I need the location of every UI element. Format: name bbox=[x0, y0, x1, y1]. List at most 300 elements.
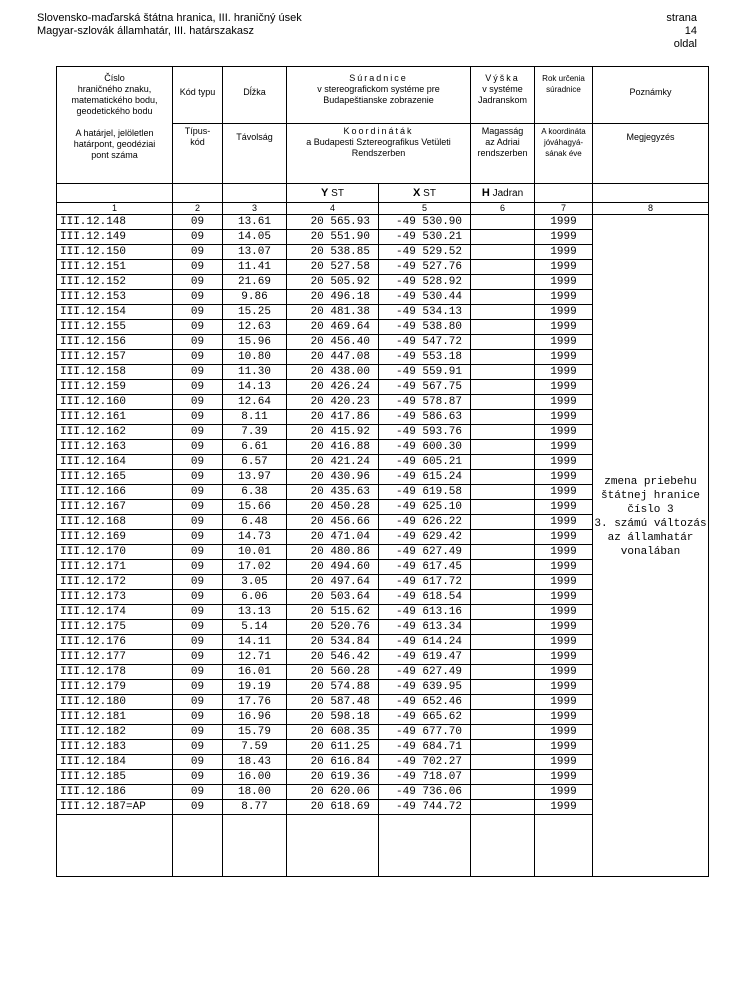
year: 1999 bbox=[535, 380, 593, 395]
page-number: 14 bbox=[684, 25, 697, 37]
y-st-header: Y ST bbox=[287, 184, 379, 203]
height bbox=[471, 455, 535, 470]
distance: 14.13 bbox=[223, 380, 287, 395]
point-number: III.12.165 bbox=[57, 470, 173, 485]
coordinate-y: 20 420.23 bbox=[287, 395, 379, 410]
type-code: 09 bbox=[173, 365, 223, 380]
col7-header-hu: A koordináta jóváhagyá- sának éve bbox=[535, 124, 593, 184]
height bbox=[471, 785, 535, 800]
coordinate-y: 20 527.58 bbox=[287, 260, 379, 275]
height bbox=[471, 305, 535, 320]
page-label-hu: oldal bbox=[673, 38, 697, 50]
type-code: 09 bbox=[173, 680, 223, 695]
height bbox=[471, 665, 535, 680]
coordinate-y: 20 546.42 bbox=[287, 650, 379, 665]
type-code: 09 bbox=[173, 245, 223, 260]
coordinate-y: 20 565.93 bbox=[287, 215, 379, 230]
height bbox=[471, 680, 535, 695]
type-code: 09 bbox=[173, 440, 223, 455]
point-number: III.12.185 bbox=[57, 770, 173, 785]
col1-header bbox=[57, 67, 173, 184]
year: 1999 bbox=[535, 455, 593, 470]
coordinate-x: -49 684.71 bbox=[379, 740, 471, 755]
col8-header-hu: Megjegyzés bbox=[593, 124, 709, 184]
distance: 5.14 bbox=[223, 620, 287, 635]
col6-title-sk: Výška bbox=[485, 73, 520, 83]
point-number: III.12.151 bbox=[57, 260, 173, 275]
coords-sub-hu: a Budapesti Sztereografikus Vetületi Rendszerben bbox=[306, 137, 451, 158]
document-header-left bbox=[37, 12, 302, 38]
type-code: 09 bbox=[173, 455, 223, 470]
point-number: III.12.187=AP bbox=[57, 800, 173, 815]
point-number: III.12.168 bbox=[57, 515, 173, 530]
point-number: III.12.175 bbox=[57, 620, 173, 635]
distance: 6.57 bbox=[223, 455, 287, 470]
height bbox=[471, 485, 535, 500]
type-code: 09 bbox=[173, 560, 223, 575]
column-number: 1 bbox=[57, 203, 173, 215]
point-number: III.12.177 bbox=[57, 650, 173, 665]
type-code: 09 bbox=[173, 230, 223, 245]
distance: 21.69 bbox=[223, 275, 287, 290]
year: 1999 bbox=[535, 635, 593, 650]
coordinate-x: -49 629.42 bbox=[379, 530, 471, 545]
distance: 16.01 bbox=[223, 665, 287, 680]
col6-sub-sk: v systéme Jadranskom bbox=[478, 84, 528, 105]
year: 1999 bbox=[535, 260, 593, 275]
year: 1999 bbox=[535, 485, 593, 500]
coordinate-x: -49 744.72 bbox=[379, 800, 471, 815]
column-number: 2 bbox=[173, 203, 223, 215]
type-code: 09 bbox=[173, 425, 223, 440]
type-code: 09 bbox=[173, 305, 223, 320]
type-code: 09 bbox=[173, 695, 223, 710]
height bbox=[471, 590, 535, 605]
height bbox=[471, 800, 535, 815]
header-title-hu: Magyar-szlovák államhatár, III. határszakasz bbox=[37, 25, 255, 37]
coordinate-x: -49 605.21 bbox=[379, 455, 471, 470]
col6-header-sk bbox=[471, 67, 535, 124]
point-number: III.12.179 bbox=[57, 680, 173, 695]
coords-header-sk bbox=[287, 67, 471, 124]
distance: 12.71 bbox=[223, 650, 287, 665]
coordinate-x: -49 613.16 bbox=[379, 605, 471, 620]
coordinate-x: -49 527.76 bbox=[379, 260, 471, 275]
point-number: III.12.169 bbox=[57, 530, 173, 545]
height bbox=[471, 755, 535, 770]
coordinate-x: -49 617.45 bbox=[379, 560, 471, 575]
point-number: III.12.181 bbox=[57, 710, 173, 725]
distance: 13.07 bbox=[223, 245, 287, 260]
year: 1999 bbox=[535, 575, 593, 590]
coordinate-x: -49 619.58 bbox=[379, 485, 471, 500]
distance: 14.73 bbox=[223, 530, 287, 545]
year: 1999 bbox=[535, 710, 593, 725]
distance: 13.13 bbox=[223, 605, 287, 620]
point-number: III.12.170 bbox=[57, 545, 173, 560]
point-number: III.12.182 bbox=[57, 725, 173, 740]
year: 1999 bbox=[535, 245, 593, 260]
height bbox=[471, 350, 535, 365]
year: 1999 bbox=[535, 425, 593, 440]
distance: 12.63 bbox=[223, 320, 287, 335]
coordinate-x: -49 593.76 bbox=[379, 425, 471, 440]
height bbox=[471, 335, 535, 350]
coordinate-x: -49 538.80 bbox=[379, 320, 471, 335]
x-st-header: X ST bbox=[379, 184, 471, 203]
distance: 17.76 bbox=[223, 695, 287, 710]
type-code: 09 bbox=[173, 755, 223, 770]
year: 1999 bbox=[535, 680, 593, 695]
point-number: III.12.183 bbox=[57, 740, 173, 755]
coordinate-y: 20 620.06 bbox=[287, 785, 379, 800]
coords-sub-sk: v stereografickom systéme pre Budapeštianske zobrazenie bbox=[317, 84, 440, 105]
type-code: 09 bbox=[173, 710, 223, 725]
coordinate-y: 20 560.28 bbox=[287, 665, 379, 680]
coordinate-x: -49 665.62 bbox=[379, 710, 471, 725]
type-code: 09 bbox=[173, 740, 223, 755]
coordinate-y: 20 587.48 bbox=[287, 695, 379, 710]
coords-title-hu: Koordináták bbox=[343, 126, 414, 136]
height bbox=[471, 395, 535, 410]
distance: 18.43 bbox=[223, 755, 287, 770]
point-number: III.12.176 bbox=[57, 635, 173, 650]
distance: 10.01 bbox=[223, 545, 287, 560]
height bbox=[471, 605, 535, 620]
point-number: III.12.171 bbox=[57, 560, 173, 575]
year: 1999 bbox=[535, 650, 593, 665]
coordinate-x: -49 600.30 bbox=[379, 440, 471, 455]
column-number: 6 bbox=[471, 203, 535, 215]
year: 1999 bbox=[535, 335, 593, 350]
year: 1999 bbox=[535, 320, 593, 335]
distance: 14.11 bbox=[223, 635, 287, 650]
coordinate-y: 20 456.66 bbox=[287, 515, 379, 530]
coordinate-x: -49 615.24 bbox=[379, 470, 471, 485]
col7-header-sk: Rok určenia súradnice bbox=[535, 67, 593, 124]
coordinate-y: 20 480.86 bbox=[287, 545, 379, 560]
year: 1999 bbox=[535, 560, 593, 575]
column-number: 4 bbox=[287, 203, 379, 215]
coordinate-x: -49 534.13 bbox=[379, 305, 471, 320]
height bbox=[471, 515, 535, 530]
coordinate-y: 20 417.86 bbox=[287, 410, 379, 425]
type-code: 09 bbox=[173, 395, 223, 410]
height bbox=[471, 425, 535, 440]
distance: 11.41 bbox=[223, 260, 287, 275]
year: 1999 bbox=[535, 590, 593, 605]
type-code: 09 bbox=[173, 725, 223, 740]
point-number: III.12.150 bbox=[57, 245, 173, 260]
type-code: 09 bbox=[173, 575, 223, 590]
point-number: III.12.155 bbox=[57, 320, 173, 335]
point-number: III.12.166 bbox=[57, 485, 173, 500]
distance: 13.61 bbox=[223, 215, 287, 230]
header-title-sk: Slovensko-maďarská štátna hranica, III. hraničný úsek bbox=[37, 12, 302, 24]
distance: 15.66 bbox=[223, 500, 287, 515]
year: 1999 bbox=[535, 350, 593, 365]
year: 1999 bbox=[535, 290, 593, 305]
height bbox=[471, 575, 535, 590]
type-code: 09 bbox=[173, 275, 223, 290]
distance: 15.96 bbox=[223, 335, 287, 350]
coords-title-sk: Súradnice bbox=[349, 73, 408, 83]
point-number: III.12.173 bbox=[57, 590, 173, 605]
table-row bbox=[57, 215, 709, 230]
type-code: 09 bbox=[173, 545, 223, 560]
height bbox=[471, 635, 535, 650]
point-number: III.12.153 bbox=[57, 290, 173, 305]
height bbox=[471, 620, 535, 635]
coordinate-y: 20 435.63 bbox=[287, 485, 379, 500]
coordinate-y: 20 618.69 bbox=[287, 800, 379, 815]
distance: 13.97 bbox=[223, 470, 287, 485]
remarks-note: zmena priebehu štátnej hranice číslo 3 3. számú változás az államhatár vonalában bbox=[593, 215, 709, 877]
coordinate-y: 20 416.88 bbox=[287, 440, 379, 455]
page-number-block bbox=[666, 12, 697, 51]
height bbox=[471, 710, 535, 725]
point-number: III.12.163 bbox=[57, 440, 173, 455]
coordinate-x: -49 618.54 bbox=[379, 590, 471, 605]
type-code: 09 bbox=[173, 260, 223, 275]
coordinate-y: 20 538.85 bbox=[287, 245, 379, 260]
distance: 7.59 bbox=[223, 740, 287, 755]
coordinate-y: 20 438.00 bbox=[287, 365, 379, 380]
distance: 9.86 bbox=[223, 290, 287, 305]
coordinate-y: 20 430.96 bbox=[287, 470, 379, 485]
column-number: 7 bbox=[535, 203, 593, 215]
coordinate-x: -49 639.95 bbox=[379, 680, 471, 695]
year: 1999 bbox=[535, 800, 593, 815]
year: 1999 bbox=[535, 770, 593, 785]
year: 1999 bbox=[535, 470, 593, 485]
year: 1999 bbox=[535, 215, 593, 230]
coordinate-y: 20 611.25 bbox=[287, 740, 379, 755]
point-number: III.12.172 bbox=[57, 575, 173, 590]
point-number: III.12.180 bbox=[57, 695, 173, 710]
coordinate-y: 20 496.18 bbox=[287, 290, 379, 305]
distance: 11.30 bbox=[223, 365, 287, 380]
col3-header-sk: Dĺžka bbox=[223, 67, 287, 124]
height bbox=[471, 275, 535, 290]
type-code: 09 bbox=[173, 485, 223, 500]
coordinate-y: 20 497.64 bbox=[287, 575, 379, 590]
point-number: III.12.184 bbox=[57, 755, 173, 770]
height bbox=[471, 230, 535, 245]
point-number: III.12.186 bbox=[57, 785, 173, 800]
height bbox=[471, 530, 535, 545]
distance: 17.02 bbox=[223, 560, 287, 575]
point-number: III.12.148 bbox=[57, 215, 173, 230]
year: 1999 bbox=[535, 665, 593, 680]
year: 1999 bbox=[535, 785, 593, 800]
coordinate-x: -49 553.18 bbox=[379, 350, 471, 365]
year: 1999 bbox=[535, 275, 593, 290]
height bbox=[471, 695, 535, 710]
year: 1999 bbox=[535, 515, 593, 530]
point-number: III.12.164 bbox=[57, 455, 173, 470]
point-number: III.12.149 bbox=[57, 230, 173, 245]
col6-header-hu: Magasság az Adriai rendszerben bbox=[471, 124, 535, 184]
col1-header-sk: Číslo hraničného znaku, matematického bodu, geodetického bodu bbox=[71, 73, 158, 116]
type-code: 09 bbox=[173, 470, 223, 485]
height bbox=[471, 725, 535, 740]
year: 1999 bbox=[535, 545, 593, 560]
type-code: 09 bbox=[173, 800, 223, 815]
point-number: III.12.152 bbox=[57, 275, 173, 290]
col8-header-sk: Poznámky bbox=[593, 67, 709, 124]
distance: 6.61 bbox=[223, 440, 287, 455]
coordinate-x: -49 529.52 bbox=[379, 245, 471, 260]
type-code: 09 bbox=[173, 500, 223, 515]
coordinate-y: 20 450.28 bbox=[287, 500, 379, 515]
type-code: 09 bbox=[173, 650, 223, 665]
coordinate-x: -49 578.87 bbox=[379, 395, 471, 410]
coordinate-x: -49 652.46 bbox=[379, 695, 471, 710]
distance: 3.05 bbox=[223, 575, 287, 590]
coordinate-y: 20 469.64 bbox=[287, 320, 379, 335]
coordinate-x: -49 614.24 bbox=[379, 635, 471, 650]
year: 1999 bbox=[535, 695, 593, 710]
coordinate-y: 20 426.24 bbox=[287, 380, 379, 395]
col1-header-hu: A határjel, jelöletlen határpont, geodéziai pont száma bbox=[73, 128, 156, 160]
type-code: 09 bbox=[173, 350, 223, 365]
coordinate-x: -49 677.70 bbox=[379, 725, 471, 740]
col2-header-sk: Kód typu bbox=[173, 67, 223, 124]
coordinate-x: -49 627.49 bbox=[379, 665, 471, 680]
year: 1999 bbox=[535, 365, 593, 380]
coordinate-y: 20 481.38 bbox=[287, 305, 379, 320]
coordinate-y: 20 415.92 bbox=[287, 425, 379, 440]
height bbox=[471, 740, 535, 755]
height bbox=[471, 560, 535, 575]
year: 1999 bbox=[535, 755, 593, 770]
height bbox=[471, 440, 535, 455]
coordinate-y: 20 598.18 bbox=[287, 710, 379, 725]
column-number: 3 bbox=[223, 203, 287, 215]
coordinate-x: -49 530.90 bbox=[379, 215, 471, 230]
distance: 6.48 bbox=[223, 515, 287, 530]
coordinate-y: 20 515.62 bbox=[287, 605, 379, 620]
year: 1999 bbox=[535, 305, 593, 320]
distance: 6.38 bbox=[223, 485, 287, 500]
point-number: III.12.158 bbox=[57, 365, 173, 380]
height bbox=[471, 470, 535, 485]
coordinate-y: 20 574.88 bbox=[287, 680, 379, 695]
distance: 15.79 bbox=[223, 725, 287, 740]
coordinate-x: -49 702.27 bbox=[379, 755, 471, 770]
type-code: 09 bbox=[173, 605, 223, 620]
coordinate-x: -49 586.63 bbox=[379, 410, 471, 425]
point-number: III.12.178 bbox=[57, 665, 173, 680]
type-code: 09 bbox=[173, 515, 223, 530]
column-number: 5 bbox=[379, 203, 471, 215]
coordinate-x: -49 718.07 bbox=[379, 770, 471, 785]
distance: 19.19 bbox=[223, 680, 287, 695]
height bbox=[471, 290, 535, 305]
point-number: III.12.159 bbox=[57, 380, 173, 395]
point-number: III.12.167 bbox=[57, 500, 173, 515]
year: 1999 bbox=[535, 605, 593, 620]
point-number: III.12.156 bbox=[57, 335, 173, 350]
coordinate-y: 20 551.90 bbox=[287, 230, 379, 245]
point-number: III.12.154 bbox=[57, 305, 173, 320]
distance: 10.80 bbox=[223, 350, 287, 365]
type-code: 09 bbox=[173, 335, 223, 350]
coordinate-x: -49 626.22 bbox=[379, 515, 471, 530]
point-number: III.12.160 bbox=[57, 395, 173, 410]
height bbox=[471, 770, 535, 785]
point-number: III.12.161 bbox=[57, 410, 173, 425]
height bbox=[471, 260, 535, 275]
coordinate-y: 20 616.84 bbox=[287, 755, 379, 770]
type-code: 09 bbox=[173, 785, 223, 800]
height bbox=[471, 365, 535, 380]
type-code: 09 bbox=[173, 410, 223, 425]
type-code: 09 bbox=[173, 215, 223, 230]
coordinate-y: 20 534.84 bbox=[287, 635, 379, 650]
coordinate-x: -49 528.92 bbox=[379, 275, 471, 290]
coordinate-x: -49 613.34 bbox=[379, 620, 471, 635]
year: 1999 bbox=[535, 440, 593, 455]
coordinate-x: -49 530.21 bbox=[379, 230, 471, 245]
height bbox=[471, 380, 535, 395]
coordinate-y: 20 447.08 bbox=[287, 350, 379, 365]
coordinate-x: -49 619.47 bbox=[379, 650, 471, 665]
h-jadran-header: H Jadran bbox=[471, 184, 535, 203]
year: 1999 bbox=[535, 410, 593, 425]
column-numbers-row bbox=[57, 203, 709, 215]
coordinate-x: -49 559.91 bbox=[379, 365, 471, 380]
type-code: 09 bbox=[173, 590, 223, 605]
col3-header-hu: Távolság bbox=[223, 124, 287, 184]
distance: 14.05 bbox=[223, 230, 287, 245]
coordinate-y: 20 619.36 bbox=[287, 770, 379, 785]
type-code: 09 bbox=[173, 770, 223, 785]
type-code: 09 bbox=[173, 290, 223, 305]
coordinate-x: -49 617.72 bbox=[379, 575, 471, 590]
year: 1999 bbox=[535, 530, 593, 545]
height bbox=[471, 545, 535, 560]
distance: 8.11 bbox=[223, 410, 287, 425]
type-code: 09 bbox=[173, 320, 223, 335]
year: 1999 bbox=[535, 500, 593, 515]
distance: 6.06 bbox=[223, 590, 287, 605]
height bbox=[471, 245, 535, 260]
type-code: 09 bbox=[173, 380, 223, 395]
coordinate-y: 20 505.92 bbox=[287, 275, 379, 290]
type-code: 09 bbox=[173, 620, 223, 635]
year: 1999 bbox=[535, 725, 593, 740]
year: 1999 bbox=[535, 230, 593, 245]
coordinate-x: -49 625.10 bbox=[379, 500, 471, 515]
page-label-sk: strana bbox=[666, 12, 697, 24]
coords-header-hu bbox=[287, 124, 471, 184]
coordinate-y: 20 471.04 bbox=[287, 530, 379, 545]
year: 1999 bbox=[535, 395, 593, 410]
coordinate-x: -49 627.49 bbox=[379, 545, 471, 560]
distance: 8.77 bbox=[223, 800, 287, 815]
point-number: III.12.162 bbox=[57, 425, 173, 440]
height bbox=[471, 320, 535, 335]
coordinate-y: 20 503.64 bbox=[287, 590, 379, 605]
coordinate-x: -49 567.75 bbox=[379, 380, 471, 395]
coordinate-x: -49 736.06 bbox=[379, 785, 471, 800]
coordinate-y: 20 520.76 bbox=[287, 620, 379, 635]
year: 1999 bbox=[535, 620, 593, 635]
col2-header-hu: Típus- kód bbox=[173, 124, 223, 184]
type-code: 09 bbox=[173, 530, 223, 545]
